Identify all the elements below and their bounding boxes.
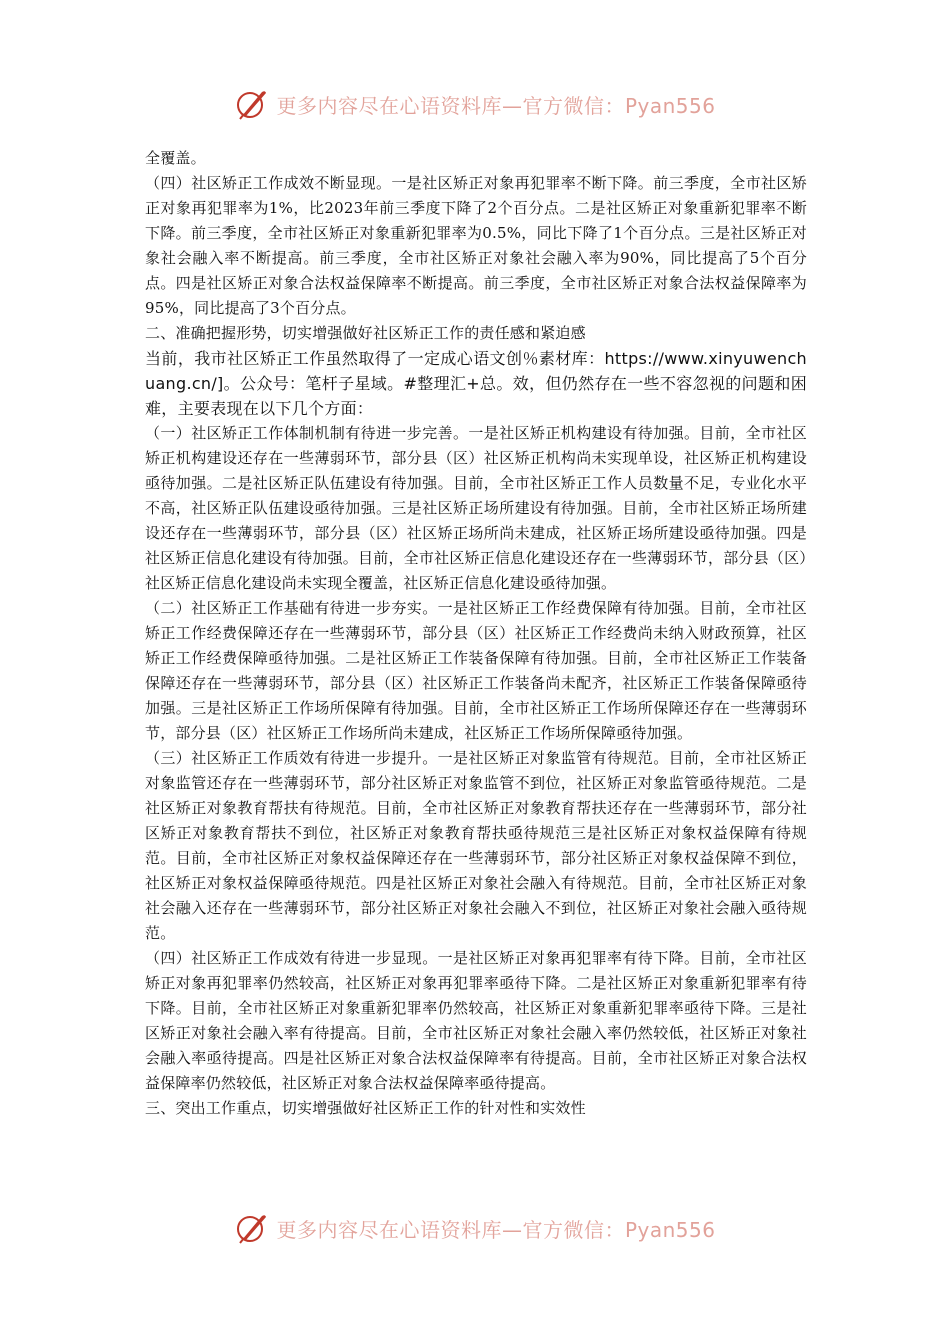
quill-logo-icon [234, 1210, 270, 1246]
footer-banner-text: 更多内容尽在心语资料库—官方微信：Pyan556 [276, 1217, 716, 1242]
paragraph-section-2-1: （一）社区矫正工作体制机制有待进一步完善。一是社区矫正机构建设有待加强。目前，全市社区矫正机构建设还存在一些薄弱环节，部分县（区）社区矫正机构尚未实现单设，社区矫正机构建设亟待加强。二是社区矫正队伍建设有待加强。目前，全市社区矫正工作人员数量不足，专业化水平不高，社区矫正队伍建设亟待加强。三是社区矫正场所建设有待加强。目前，全市社区矫正场所建设还存在一些薄弱环节，部分县（区）社区矫正场所尚未建成，社区矫正场所建设亟待加强。四是社区矫正信息化建设有待加强。目前，全市社区矫正信息化建设还存在一些薄弱环节，部分县（区）社区矫正信息化建设尚未实现全覆盖，社区矫正信息化建设亟待加强。 [145, 424, 807, 592]
document-body [145, 146, 807, 1121]
paragraph-section-2-4: （四）社区矫正工作成效有待进一步显现。一是社区矫正对象再犯罪率有待下降。目前，全市社区矫正对象再犯罪率仍然较高，社区矫正对象再犯罪率亟待下降。二是社区矫正对象重新犯罪率有待下降。目前，全市社区矫正对象重新犯罪率仍然较高，社区矫正对象重新犯罪率亟待下降。三是社区矫正对象社会融入率有待提高。目前，全市社区矫正对象社会融入率仍然较低，社区矫正对象社会融入率亟待提高。四是社区矫正对象合法权益保障率有待提高。目前，全市社区矫正对象合法权益保障率仍然较低，社区矫正对象合法权益保障率亟待提高。 [145, 949, 807, 1092]
header-banner-text: 更多内容尽在心语资料库—官方微信：Pyan556 [276, 93, 716, 118]
header-watermark-banner [0, 84, 950, 124]
footer-watermark-banner [0, 1208, 950, 1248]
paragraph-section-1-4: （四）社区矫正工作成效不断显现。一是社区矫正对象再犯罪率不断下降。前三季度，全市社区矫正对象再犯罪率为1%，比2023年前三季度下降了2个百分点。二是社区矫正对象重新犯罪率不断下降。前三季度，全市社区矫正对象重新犯罪率为0.5%，同比下降了1个百分点。三是社区矫正对象社会融入率不断提高。前三季度，全市社区矫正对象社会融入率为90%，同比提高了5个百分点。四是社区矫正对象合法权益保障率不断提高。前三季度，全市社区矫正对象合法权益保障率为95%，同比提高了3个百分点。 [145, 174, 807, 317]
paragraph-section-2-intro: 当前，我市社区矫正工作虽然取得了一定成心语文创％素材库：https://www.xinyuwenchuang.cn/]。公众号：笔杆子星域。#整理汇+总。效，但仍然存在一些不容忽视的问题和困难，主要表现在以下几个方面： [145, 349, 807, 418]
paragraph-section-2-3: （三）社区矫正工作质效有待进一步提升。一是社区矫正对象监管有待规范。目前，全市社区矫正对象监管还存在一些薄弱环节，部分社区矫正对象监管不到位，社区矫正对象监管亟待规范。二是社区矫正对象教育帮扶有待规范。目前，全市社区矫正对象教育帮扶还存在一些薄弱环节，部分社区矫正对象教育帮扶不到位，社区矫正对象教育帮扶亟待规范三是社区矫正对象权益保障有待规范。目前，全市社区矫正对象权益保障还存在一些薄弱环节，部分社区矫正对象权益保障不到位，社区矫正对象权益保障亟待规范。四是社区矫正对象社会融入有待规范。目前，全市社区矫正对象社会融入还存在一些薄弱环节，部分社区矫正对象社会融入不到位，社区矫正对象社会融入亟待规范。 [145, 749, 807, 942]
heading-section-2: 二、准确把握形势，切实增强做好社区矫正工作的责任感和紧迫感 [145, 324, 586, 342]
quill-logo-icon [234, 86, 270, 122]
paragraph-section-2-2: （二）社区矫正工作基础有待进一步夯实。一是社区矫正工作经费保障有待加强。目前，全市社区矫正工作经费保障还存在一些薄弱环节，部分县（区）社区矫正工作经费尚未纳入财政预算，社区矫正工作经费保障亟待加强。二是社区矫正工作装备保障有待加强。目前，全市社区矫正工作装备保障还存在一些薄弱环节，部分县（区）社区矫正工作装备尚未配齐，社区矫正工作装备保障亟待加强。三是社区矫正工作场所保障有待加强。目前，全市社区矫正工作场所保障还存在一些薄弱环节，部分县（区）社区矫正工作场所尚未建成，社区矫正工作场所保障亟待加强。 [145, 599, 807, 742]
heading-section-3: 三、突出工作重点，切实增强做好社区矫正工作的针对性和实效性 [145, 1099, 586, 1117]
paragraph-continuation: 全覆盖。 [145, 149, 206, 167]
